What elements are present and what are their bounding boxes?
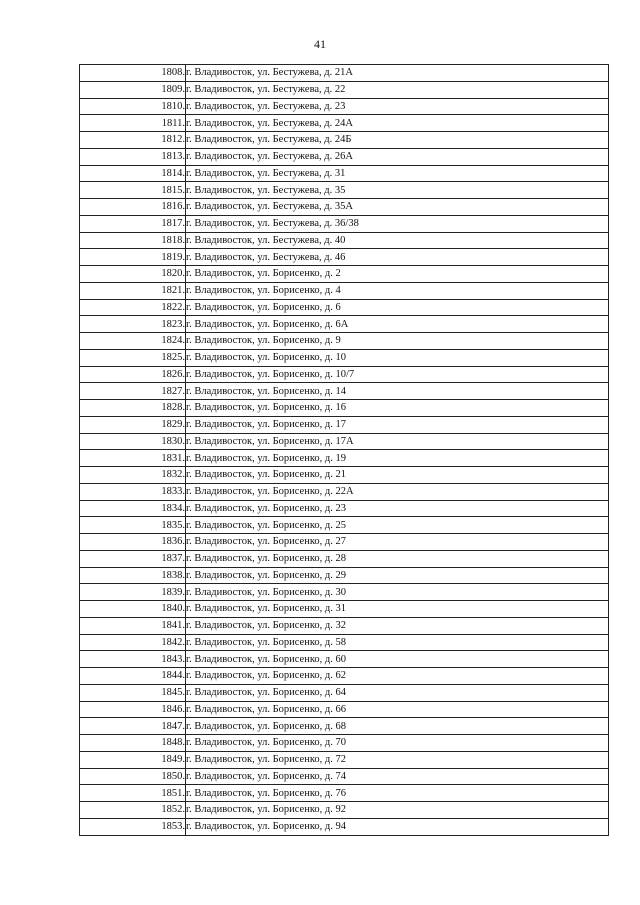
row-address: г. Владивосток, ул. Борисенко, д. 94	[186, 818, 609, 835]
row-number: 1851.	[80, 785, 186, 802]
row-address: г. Владивосток, ул. Борисенко, д. 64	[186, 684, 609, 701]
row-number: 1853.	[80, 818, 186, 835]
row-number: 1815.	[80, 182, 186, 199]
row-address: г. Владивосток, ул. Борисенко, д. 31	[186, 601, 609, 618]
row-address: г. Владивосток, ул. Бестужева, д. 35А	[186, 199, 609, 216]
table-row	[80, 148, 609, 165]
row-number: 1827.	[80, 383, 186, 400]
row-address: г. Владивосток, ул. Борисенко, д. 6А	[186, 316, 609, 333]
row-address: г. Владивосток, ул. Бестужева, д. 24Б	[186, 132, 609, 149]
table-row	[80, 199, 609, 216]
row-address: г. Владивосток, ул. Бестужева, д. 46	[186, 249, 609, 266]
row-address: г. Владивосток, ул. Бестужева, д. 21А	[186, 65, 609, 82]
row-address: г. Владивосток, ул. Борисенко, д. 17А	[186, 433, 609, 450]
row-address: г. Владивосток, ул. Борисенко, д. 62	[186, 668, 609, 685]
row-address: г. Владивосток, ул. Борисенко, д. 68	[186, 718, 609, 735]
table-row	[80, 500, 609, 517]
table-row	[80, 668, 609, 685]
row-number: 1837.	[80, 550, 186, 567]
row-address: г. Владивосток, ул. Борисенко, д. 60	[186, 651, 609, 668]
row-address: г. Владивосток, ул. Борисенко, д. 4	[186, 282, 609, 299]
row-address: г. Владивосток, ул. Борисенко, д. 21	[186, 467, 609, 484]
row-number: 1832.	[80, 467, 186, 484]
row-number: 1830.	[80, 433, 186, 450]
table-row	[80, 383, 609, 400]
row-address: г. Владивосток, ул. Борисенко, д. 58	[186, 634, 609, 651]
row-address: г. Владивосток, ул. Борисенко, д. 10	[186, 349, 609, 366]
row-number: 1823.	[80, 316, 186, 333]
table-row	[80, 584, 609, 601]
row-address: г. Владивосток, ул. Бестужева, д. 36/38	[186, 215, 609, 232]
row-address: г. Владивосток, ул. Бестужева, д. 26А	[186, 148, 609, 165]
table-row	[80, 634, 609, 651]
row-address: г. Владивосток, ул. Борисенко, д. 29	[186, 567, 609, 584]
row-number: 1834.	[80, 500, 186, 517]
table-row	[80, 534, 609, 551]
table-row	[80, 115, 609, 132]
table-row	[80, 366, 609, 383]
row-number: 1852.	[80, 802, 186, 819]
table-row	[80, 81, 609, 98]
table-row	[80, 701, 609, 718]
row-address: г. Владивосток, ул. Борисенко, д. 19	[186, 450, 609, 467]
row-number: 1843.	[80, 651, 186, 668]
table-row	[80, 550, 609, 567]
row-address: г. Владивосток, ул. Борисенко, д. 2	[186, 266, 609, 283]
row-number: 1816.	[80, 199, 186, 216]
row-number: 1821.	[80, 282, 186, 299]
row-number: 1849.	[80, 751, 186, 768]
row-address: г. Владивосток, ул. Борисенко, д. 9	[186, 333, 609, 350]
table-row	[80, 182, 609, 199]
table-row	[80, 232, 609, 249]
row-address: г. Владивосток, ул. Бестужева, д. 40	[186, 232, 609, 249]
row-address: г. Владивосток, ул. Бестужева, д. 23	[186, 98, 609, 115]
row-address: г. Владивосток, ул. Борисенко, д. 23	[186, 500, 609, 517]
row-number: 1811.	[80, 115, 186, 132]
row-address: г. Владивосток, ул. Борисенко, д. 66	[186, 701, 609, 718]
row-address: г. Владивосток, ул. Борисенко, д. 22А	[186, 483, 609, 500]
row-address: г. Владивосток, ул. Борисенко, д. 28	[186, 550, 609, 567]
row-number: 1825.	[80, 349, 186, 366]
row-number: 1817.	[80, 215, 186, 232]
table-row	[80, 299, 609, 316]
row-number: 1828.	[80, 400, 186, 417]
table-row	[80, 132, 609, 149]
row-number: 1818.	[80, 232, 186, 249]
table-row	[80, 282, 609, 299]
table-row	[80, 266, 609, 283]
row-number: 1847.	[80, 718, 186, 735]
table-row	[80, 785, 609, 802]
row-number: 1841.	[80, 617, 186, 634]
row-address: г. Владивосток, ул. Бестужева, д. 22	[186, 81, 609, 98]
table-row	[80, 684, 609, 701]
row-number: 1819.	[80, 249, 186, 266]
row-number: 1813.	[80, 148, 186, 165]
row-number: 1838.	[80, 567, 186, 584]
row-address: г. Владивосток, ул. Борисенко, д. 30	[186, 584, 609, 601]
row-number: 1839.	[80, 584, 186, 601]
row-address: г. Владивосток, ул. Бестужева, д. 24А	[186, 115, 609, 132]
row-address: г. Владивосток, ул. Борисенко, д. 27	[186, 534, 609, 551]
row-number: 1810.	[80, 98, 186, 115]
row-address: г. Владивосток, ул. Бестужева, д. 35	[186, 182, 609, 199]
row-number: 1831.	[80, 450, 186, 467]
row-address: г. Владивосток, ул. Борисенко, д. 17	[186, 416, 609, 433]
table-row	[80, 450, 609, 467]
row-address: г. Владивосток, ул. Бестужева, д. 31	[186, 165, 609, 182]
table-row	[80, 400, 609, 417]
table-row	[80, 349, 609, 366]
table-row	[80, 651, 609, 668]
page-number: 41	[314, 37, 326, 51]
address-table-body	[80, 65, 609, 836]
row-number: 1824.	[80, 333, 186, 350]
row-number: 1840.	[80, 601, 186, 618]
row-address: г. Владивосток, ул. Борисенко, д. 74	[186, 768, 609, 785]
row-number: 1844.	[80, 668, 186, 685]
row-number: 1822.	[80, 299, 186, 316]
row-number: 1842.	[80, 634, 186, 651]
table-row	[80, 316, 609, 333]
table-row	[80, 718, 609, 735]
row-number: 1826.	[80, 366, 186, 383]
table-row	[80, 65, 609, 82]
row-number: 1846.	[80, 701, 186, 718]
table-row	[80, 617, 609, 634]
row-address: г. Владивосток, ул. Борисенко, д. 72	[186, 751, 609, 768]
row-number: 1848.	[80, 735, 186, 752]
row-address: г. Владивосток, ул. Борисенко, д. 14	[186, 383, 609, 400]
table-row	[80, 735, 609, 752]
row-number: 1808.	[80, 65, 186, 82]
row-address: г. Владивосток, ул. Борисенко, д. 6	[186, 299, 609, 316]
table-row	[80, 467, 609, 484]
table-row	[80, 333, 609, 350]
row-number: 1814.	[80, 165, 186, 182]
row-address: г. Владивосток, ул. Борисенко, д. 25	[186, 517, 609, 534]
row-number: 1809.	[80, 81, 186, 98]
row-address: г. Владивосток, ул. Борисенко, д. 76	[186, 785, 609, 802]
table-row	[80, 751, 609, 768]
row-address: г. Владивосток, ул. Борисенко, д. 92	[186, 802, 609, 819]
table-row	[80, 249, 609, 266]
table-row	[80, 601, 609, 618]
row-number: 1850.	[80, 768, 186, 785]
table-row	[80, 818, 609, 835]
row-address: г. Владивосток, ул. Борисенко, д. 16	[186, 400, 609, 417]
table-row	[80, 517, 609, 534]
row-address: г. Владивосток, ул. Борисенко, д. 70	[186, 735, 609, 752]
table-row	[80, 802, 609, 819]
row-number: 1829.	[80, 416, 186, 433]
row-number: 1820.	[80, 266, 186, 283]
table-row	[80, 768, 609, 785]
row-number: 1835.	[80, 517, 186, 534]
table-row	[80, 483, 609, 500]
address-table	[79, 64, 609, 836]
row-number: 1812.	[80, 132, 186, 149]
table-row	[80, 165, 609, 182]
row-number: 1833.	[80, 483, 186, 500]
table-row	[80, 433, 609, 450]
table-row	[80, 416, 609, 433]
table-row	[80, 98, 609, 115]
row-address: г. Владивосток, ул. Борисенко, д. 32	[186, 617, 609, 634]
table-row	[80, 215, 609, 232]
row-address: г. Владивосток, ул. Борисенко, д. 10/7	[186, 366, 609, 383]
row-number: 1845.	[80, 684, 186, 701]
row-number: 1836.	[80, 534, 186, 551]
table-row	[80, 567, 609, 584]
